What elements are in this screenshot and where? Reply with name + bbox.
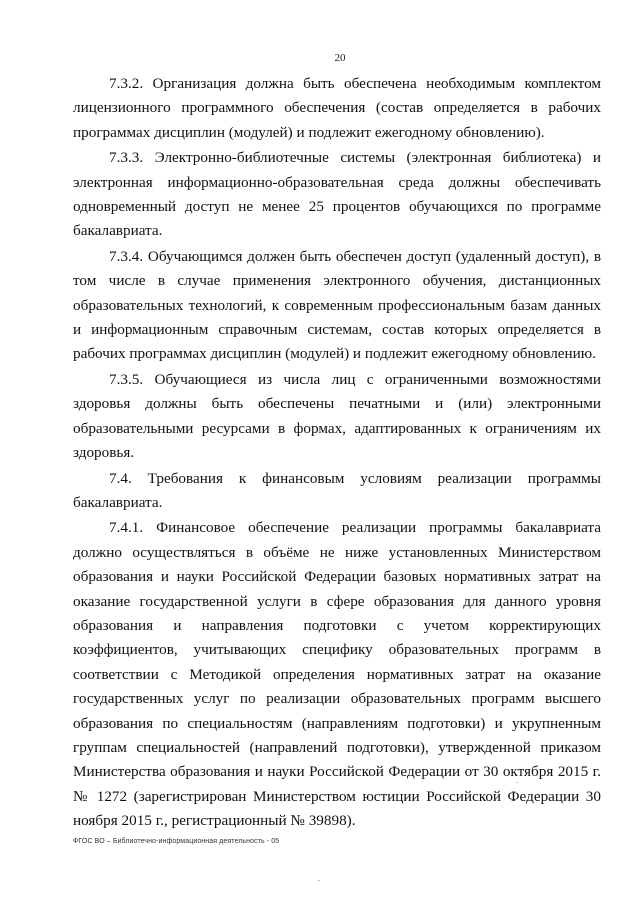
paragraph-7-3-4: 7.3.4. Обучающимся должен быть обеспечен доступ (удаленный доступ), в том числе в случае применения электронного обучения, дистанционных образовательных технологий, к современным профессиональным базам данных и информационным справочным системам, состав которых определяется в рабочих программах дисциплин (модулей) и подлежит ежегодному обновлению. [73, 247, 601, 363]
paragraph-7-3-5: 7.3.5. Обучающиеся из числа лиц с ограниченными возможностями здоровья должны быть обеспечены печатными и (или) электронными образовательными ресурсами в формах, адаптированных к ограничениям их здоровья. [73, 370, 601, 462]
paragraph-7-3-3: 7.3.3. Электронно-библиотечные системы (электронная библиотека) и электронная информационно-образовательная среда должны обеспечивать одновременный доступ не менее 25 процентов обучающихся по программе бакалавриата. [73, 149, 601, 240]
scan-speck [516, 782, 518, 783]
paragraph-7-4: 7.4. Требования к финансовым условиям реализации программы бакалавриата. [73, 469, 601, 511]
page-number: 20 [334, 52, 346, 64]
paragraph-7-4-1: 7.4.1. Финансовое обеспечение реализации программы бакалавриата должно осуществляться в объёме не ниже установленных Министерством образования и науки Российской Федерации базовых нормативных затрат на оказание государственной услуги в сфере образования для данного уровня образования и направления подготовки с учетом корректирующих коэффициентов, учитывающих специфику образовательных программ в соответствии с Методикой определения нормативных затрат на оказание государственных услуг по реализации образовательных программ высшего образования по специальностям (направлениям подготовки) и укрупненным группам специальностей (направлений подготовки), утвержденной приказом Министерства образования и науки Российской Федерации от 30 октября 2015 г. № 1272 (зарегистрирован Министерством юстиции Российской Федерации 30 ноября 2015 г., регистрационный № 39898). [73, 519, 601, 830]
page-footer: ФГОС ВО – Библиотечно-информационная деятельность - 05 [73, 838, 280, 845]
paragraph-7-3-2: 7.3.2. Организация должна быть обеспечена необходимым комплектом лицензионного программного обеспечения (состав определяется в рабочих программах дисциплин (модулей) и подлежит ежегодному обновлению). [73, 75, 601, 141]
scan-speck [318, 880, 320, 881]
document-body [73, 72, 601, 834]
